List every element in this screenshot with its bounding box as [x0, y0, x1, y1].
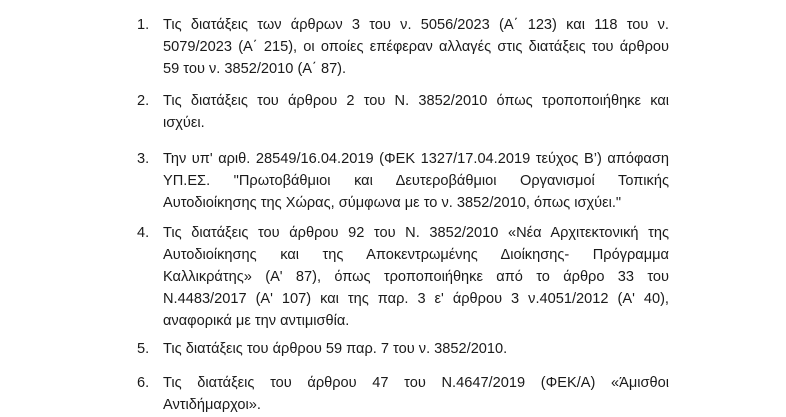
text-line: 5079/2023 (Α΄ 215), οι οποίες επέφεραν αλλαγές στις διατάξεις του άρθρου	[163, 39, 669, 55]
text-line: Τις διατάξεις του άρθρου 2 του Ν. 3852/2010 όπως τροποποιήθηκε και	[163, 93, 669, 109]
text-line: Τις διατάξεις του άρθρου 92 του Ν. 3852/2010 «Νέα Αρχιτεκτονική της	[163, 225, 669, 241]
item-text	[163, 90, 669, 134]
text-line: Τις διατάξεις του άρθρου 47 του Ν.4647/2019 (ΦΕΚ/Α) «Άμισθοι	[163, 375, 669, 391]
item-text	[163, 372, 669, 416]
text-line: Αντιδήμαρχοι».	[163, 397, 261, 413]
text-line: Ν.4483/2017 (Α' 107) και της παρ. 3 ε' άρθρου 3 ν.4051/2012 (Α' 40),	[163, 291, 669, 307]
item-number: 4.	[137, 225, 150, 241]
item-text	[163, 338, 669, 360]
text-line: Τις διατάξεις των άρθρων 3 του ν. 5056/2023 (Α΄ 123) και 118 του ν.	[163, 17, 669, 33]
text-line: 59 του ν. 3852/2010 (Α΄ 87).	[163, 61, 347, 77]
item-number: 6.	[137, 375, 150, 391]
text-line: Αυτοδιοίκησης και της Αποκεντρωμένης Διοίκησης- Πρόγραμμα	[163, 247, 669, 263]
text-line: αναφορικά με την αντιμισθία.	[163, 313, 350, 329]
item-number: 1.	[137, 17, 150, 33]
item-text	[163, 14, 669, 80]
text-line: ΥΠ.ΕΣ. "Πρωτοβάθμιοι και Δευτεροβάθμιοι Οργανισμοί Τοπικής	[163, 173, 669, 189]
text-line: Αυτοδιοίκησης της Χώρας, σύμφωνα με το ν. 3852/2010, όπως ισχύει."	[163, 195, 622, 211]
item-number: 3.	[137, 151, 150, 167]
text-line: Την υπ' αριθ. 28549/16.04.2019 (ΦΕΚ 1327/17.04.2019 τεύχος Β’) απόφαση	[163, 151, 669, 167]
item-number: 2.	[137, 93, 150, 109]
text-line: Τις διατάξεις του άρθρου 59 παρ. 7 του ν. 3852/2010.	[163, 341, 508, 357]
item-text	[163, 148, 669, 214]
text-line: Καλλικράτης» (Α' 87), όπως τροποποιήθηκε από το άρθρο 33 του	[163, 269, 669, 285]
item-text	[163, 222, 669, 332]
text-line: ισχύει.	[163, 115, 205, 131]
item-number: 5.	[137, 341, 150, 357]
